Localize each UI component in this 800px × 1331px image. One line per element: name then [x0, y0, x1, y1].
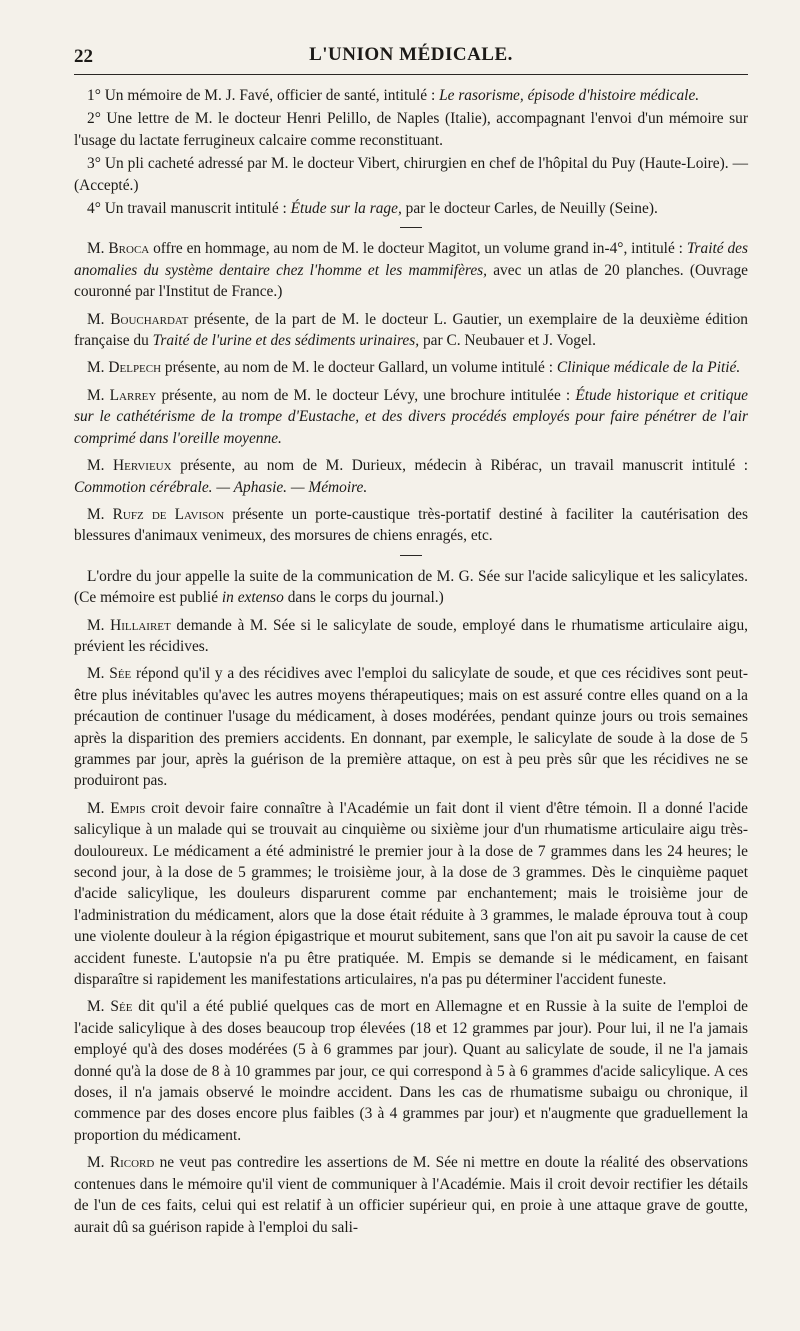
correspondence-item-1: 1° Un mémoire de M. J. Favé, officier de santé, intitulé : Le rasorisme, épisode d'histoire médicale.	[87, 87, 700, 104]
speaker-name: Sée	[109, 665, 132, 683]
speaker-name: Hillairet	[110, 616, 171, 634]
correspondence-item-2: 2° Une lettre de M. le docteur Henri Pelillo, de Naples (Italie), accompagnant l'envoi d'un mémoire sur l'usage du lactate ferrugineux calcaire comme reconstituant.	[74, 110, 748, 149]
discussion-see-1: M. Sée répond qu'il y a des récidives avec l'emploi du salicylate de soude, et que ces récidives sont peut-être plus inévitables qu'avec les autres moyens thérapeutiques; mais on est assuré contre elles quand on a la précaution de continuer l'usage du médicament, à doses modérées, pendant quinze jours ou trois semaines après la disparition des premiers accidents. En donnant, par exemple, le salicylate de soude à la dose de 5 grammes par jour, après la guérison de la première attaque, on est à peu près sûr que les récidives ne se produiront pas.	[74, 665, 748, 790]
speaker-name: Larrey	[109, 386, 157, 404]
correspondence-item-3: 3° Un pli cacheté adressé par M. le docteur Vibert, chirurgien en chef de l'hôpital du Puy (Haute-Loire). — (Accepté.)	[74, 155, 748, 194]
running-title: L'UNION MÉDICALE.	[309, 44, 513, 65]
order-of-the-day: L'ordre du jour appelle la suite de la communication de M. G. Sée sur l'acide salicylique et les salicylates. (Ce mémoire est publié in extenso dans le corps du journal.)	[74, 567, 748, 607]
presentation-delpech: M. Delpech présente, au nom de M. le docteur Gallard, un volume intitulé : Clinique médicale de la Pitié.	[87, 359, 741, 377]
presentation-hervieux: M. Hervieux présente, au nom de M. Durieux, médecin à Ribérac, un travail manuscrit intitulé : Commotion cérébrale. — Aphasie. — Mémoire.	[74, 457, 748, 496]
discussion-hillairet: M. Hillairet demande à M. Sée si le salicylate de soude, employé dans le rhumatisme articulaire aigu, prévient les récidives.	[74, 616, 749, 655]
discussion-ricord: M. Ricord ne veut pas contredire les assertions de M. Sée ni mettre en doute la réalité des observations contenues dans le mémoire qu'il vient de communiquer à l'Académie. Mais il croit devoir rectifier les détails de l'un de ces faits, celui qui est relatif à un officier supérieur qui, en proie à une attaque grave de goutte, aurait dû sa guérison rapide à l'emploi du sali-	[74, 1154, 748, 1236]
correspondence-item-4: 4° Un travail manuscrit intitulé : Étude sur la rage, par le docteur Carles, de Neuilly (Seine).	[87, 200, 658, 218]
section-separator	[400, 555, 422, 556]
page-header	[74, 40, 748, 75]
speaker-name: Broca	[108, 240, 150, 258]
speaker-name: Bouchardat	[110, 310, 189, 328]
speaker-name: Empis	[110, 799, 146, 817]
discussion-see-2: M. Sée dit qu'il a été publié quelques cas de mort en Allemagne et en Russie à la suite de l'emploi de l'acide salicylique à des doses beaucoup trop élevées (18 et 12 grammes par jour). Pour lui, il ne l'a jamais employé qu'à des doses modérées (5 à 6 grammes par jour). Quant au salicylate de soude, il ne l'a jamais donné qu'à la dose de 8 à 10 grammes par jour, ce qui correspond à 5 à 6 grammes d'acide salicylique. A ces doses, il n'a jamais observé le moindre accident. Dans les cas de rhumatisme subaigu ou chronique, il commence par des doses encore plus faibles (3 à 4 grammes par jour) et n'augmente que graduellement la proportion du médicament.	[74, 998, 748, 1144]
speaker-name: Ricord	[109, 1154, 155, 1172]
section-separator	[400, 227, 422, 228]
presentation-larrey: M. Larrey présente, au nom de M. le docteur Lévy, une brochure intitulée : Étude historique et critique sur le cathétérisme de la trompe d'Eustache, et des divers procédés employés pour faire pénétrer de l'air comprimé dans l'oreille moyenne.	[74, 386, 748, 447]
speaker-name: Delpech	[108, 359, 162, 377]
presentation-broca: M. Broca offre en hommage, au nom de M. le docteur Magitot, un volume grand in-4°, intitulé : Traité des anomalies du système dentaire chez l'homme et les mammifères, avec un atlas de 20 planches. (Ouvrage couronné par l'Institut de France.)	[74, 240, 748, 301]
presentation-bouchardat: M. Bouchardat présente, de la part de M. le docteur L. Gautier, un exemplaire de la deuxième édition française du Traité de l'urine et des sédiments urinaires, par C. Neubauer et J. Vogel.	[74, 310, 748, 350]
page-number: 22	[74, 46, 93, 67]
article-body	[74, 85, 748, 1238]
speaker-name: Sée	[110, 998, 133, 1016]
presentation-rufz: M. Rufz de Lavison présente un porte-caustique très-portatif destiné à faciliter la cautérisation des blessures d'animaux venimeux, des morsures de chiens enragés, etc.	[74, 505, 748, 545]
discussion-empis: M. Empis croit devoir faire connaître à l'Académie un fait dont il vient d'être témoin. Il a donné l'acide salicylique à un malade qui se trouvait au cinquième ou sixième jour d'un rhumatisme articulaire aigu très-douloureux. Le médicament a été administré le premier jour à la dose de 7 grammes dans les 24 heures; le second jour, à la dose de 5 grammes; le troisième jour, à la dose de 3 grammes. Dès le cinquième paquet d'acide salicylique, les douleurs disparurent comme par enchantement; mais le troisième jour de l'administration du médicament, alors que la dose était réduite à 3 grammes, le malade éprouva tout à coup une violente douleur à la région épigastrique et mourut subitement, sans que l'on ait pu savoir la cause de cet accident funeste. L'autopsie n'a pu être pratiquée. M. Empis se demande si le médicament, en faisant disparaître si rapidement les manifestations articulaires, n'a pas pu déterminer l'accident funeste.	[74, 799, 748, 989]
speaker-name: Hervieux	[113, 457, 172, 475]
speaker-name: Rufz de Lavison	[112, 505, 225, 523]
